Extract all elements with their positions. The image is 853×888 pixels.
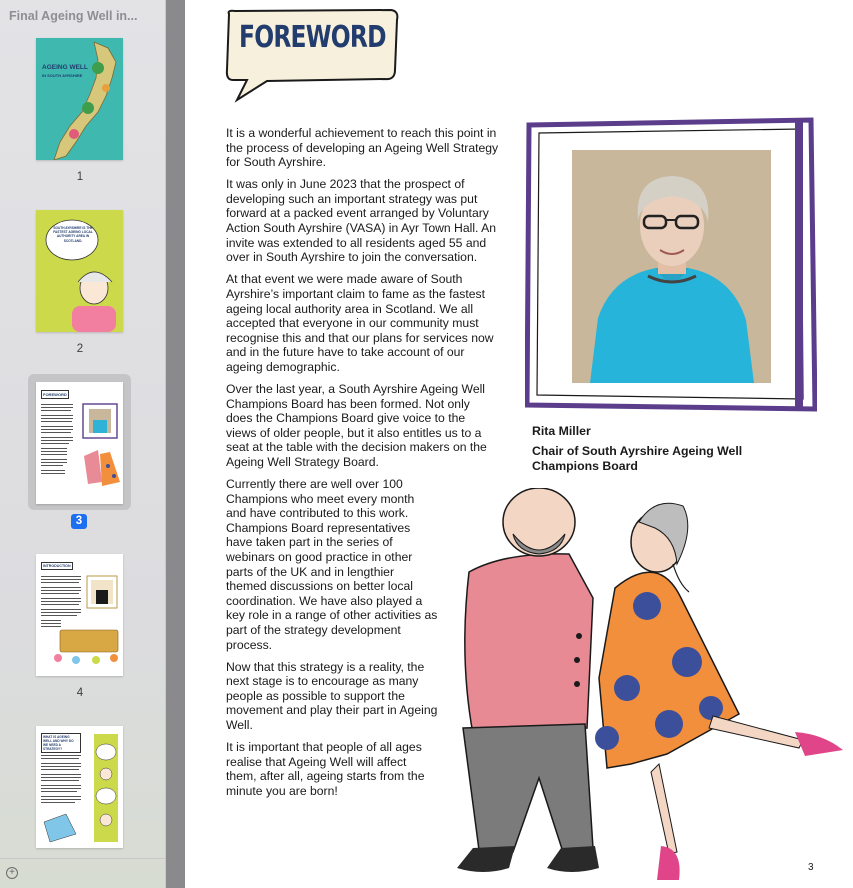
page-thumbnail-5[interactable] bbox=[36, 726, 123, 848]
page-label-3-selected: 3 bbox=[71, 514, 87, 529]
paragraph: It is a wonderful achievement to reach this point in the process of developing an Ageing Well Strategy for South Ayrshire. bbox=[226, 126, 499, 170]
add-page-icon[interactable]: + bbox=[6, 867, 18, 879]
page-thumbnail-3[interactable] bbox=[36, 382, 123, 504]
page-label-4: 4 bbox=[76, 687, 84, 699]
page-number: 3 bbox=[808, 862, 814, 873]
sidebar-footer bbox=[0, 858, 166, 888]
page-thumbnail-2[interactable] bbox=[36, 210, 123, 332]
thumbnail-heading: INTRODUCTION bbox=[43, 564, 71, 568]
caption-role: Chair of South Ayrshire Ageing Well Champions Board bbox=[532, 444, 743, 473]
page-heading: FOREWORD bbox=[239, 20, 386, 55]
paragraph: At that event we were made aware of South Ayrshire’s important claim to fame as the fastest ageing local authority area in Scotland. We all accepted that everyone in our community must recognise this and that our plans for services now and in the future have to take account of our ageing demographic. bbox=[226, 272, 494, 374]
document-page bbox=[185, 0, 853, 888]
thumbnail-heading: WHAT IS AGEING WELL AND WHY DO WE NEED A STRATEGY? bbox=[41, 733, 81, 753]
dancing-couple-illustration bbox=[443, 488, 853, 888]
page-gutter bbox=[166, 0, 185, 888]
page-label-2: 2 bbox=[76, 343, 84, 355]
page-label-1: 1 bbox=[76, 171, 84, 183]
paragraph: It is important that people of all ages realise that Ageing Well will affect them, after all, ageing starts from the minute you are born! bbox=[226, 740, 425, 798]
page-thumbnail-1[interactable] bbox=[36, 38, 123, 160]
paragraph: Over the last year, a South Ayrshire Ageing Well Champions Board has been formed. Not only does the Champions Board give voice to the views of older people, but it also entitles us to a seat at the table with the decision makers on the Ageing Well Strategy Board. bbox=[226, 382, 487, 469]
paragraph: Now that this strategy is a reality, the next stage is to encourage as many people as possible to support the movement and play their part in Ageing Well. bbox=[226, 659, 438, 733]
portrait-photo bbox=[572, 150, 771, 383]
cover-title: AGEING WELL IN SOUTH AYRSHIRE bbox=[42, 64, 88, 78]
thumbnail-sidebar bbox=[0, 0, 166, 888]
thumbnail-page-preview bbox=[36, 382, 123, 504]
page-thumbnail-4[interactable] bbox=[36, 554, 123, 676]
caption-name: Rita Miller bbox=[532, 424, 591, 438]
thumbnail-page-preview bbox=[36, 554, 123, 676]
thumbnail-bubble-text: SOUTH AYRSHIRE IS THE FASTEST AGEING LOCAL AUTHORITY AREA IN SCOTLAND. bbox=[53, 226, 93, 243]
paragraph: Currently there are well over 100 Champions who meet every month and have contributed to this work. Champions Board representatives have taken part in the series of webinars on good practice in other parts of the UK and in lengthier themed discussions on better local coordination. We have also played a key role in a range of other activities as part of the strategy development process. bbox=[226, 477, 438, 652]
thumbnail-heading: FOREWORD bbox=[43, 392, 67, 397]
cover-map-illustration bbox=[36, 38, 123, 160]
document-title: Final Ageing Well in... bbox=[9, 9, 138, 23]
paragraph: It was only in June 2023 that the prospect of developing such an important strategy was put forward at a packed event arranged by Voluntary Action South Ayrshire (VASA) in Ayr Town Hall. An invite was extended to all residents aged 55 and over in South Ayrshire to join the conversation. bbox=[226, 177, 497, 265]
